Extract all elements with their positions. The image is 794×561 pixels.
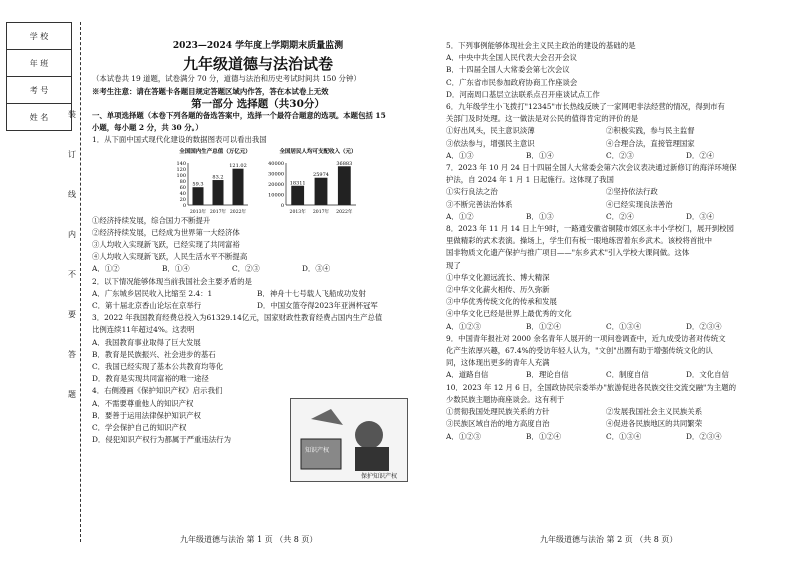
q6-choice-b[interactable]: B．①④ (526, 150, 554, 160)
q8-choice-d[interactable]: D．②③④ (686, 321, 722, 331)
q8-option-4: ④中华文化已经是世界上最优秀的文化 (446, 309, 572, 319)
q5-choice-d[interactable]: D．河南周口基层立法联系点召开座谈试点工作 (446, 89, 600, 99)
q10-option-3: ③民族区域自治的地方高度自治 (446, 419, 550, 429)
q9-stem-line1: 9．中国青年报社对 2000 余名青年人展开的一项问卷调查中，近九成受访者对传统文 (446, 333, 726, 343)
q7-option-4: ④已经实现良法善治 (606, 199, 673, 209)
left-page (92, 40, 424, 446)
cartoon-drawing-icon (291, 399, 407, 481)
binding-note: 装 订 线 内 不 要 答 题 (68, 110, 76, 399)
q7-choice-b[interactable]: B．①③ (526, 211, 554, 221)
q6-stem-line1: 6．九年级学生小飞拨打"12345"市长热线反映了一家网吧非法经营的情况，得到市有 (446, 102, 725, 112)
q10-choice-b[interactable]: B．①②④ (526, 431, 561, 441)
income-bar (315, 177, 328, 204)
q2-choice-c[interactable]: C．第十届北京香山论坛在京举行 (92, 301, 202, 311)
q10-stem-line2: 少数民族主题协商座谈会。这有利于 (446, 394, 565, 404)
cartoon-label: 保护知识产权 (361, 473, 398, 480)
q7-stem-line1: 7．2023 年 10 月 24 日十四届全国人大常委会第六次会议表决通过新修订的海洋环境保 (446, 163, 737, 173)
q8-choice-b[interactable]: B．①②④ (526, 321, 561, 331)
instruction-line-1: 一、单项选择题（本卷下列各题的备选答案中，选择一个最符合题意的选项。本题包括 15 (92, 111, 386, 121)
q8-option-1: ①中华文化源远流长、博大精深 (446, 272, 550, 282)
income-y-tick-label: 20000 (268, 181, 284, 188)
q8-option-2: ②中华文化薪火相传、历久弥新 (446, 285, 550, 295)
q6-options-row1 (446, 125, 786, 137)
gdp-y-tick-label: 40 (179, 190, 186, 197)
q9-choice-b[interactable]: B．理论自信 (526, 370, 569, 380)
right-page (446, 40, 786, 443)
gdp-x-tick-label: 2017年 (209, 209, 227, 215)
q6-option-4: ④合理合法，直接管理国家 (606, 138, 695, 148)
income-bar (338, 166, 351, 205)
income-x-tick-label: 2022年 (336, 209, 353, 215)
class-field-label: 年 班 (7, 50, 72, 77)
q4-stem: 4．右侧漫画《保护知识产权》启示我们 (92, 386, 223, 396)
q3-choice-d[interactable]: D．教育是实现共同富裕的唯一途径 (92, 374, 209, 384)
income-x-tick-label: 2017年 (312, 209, 330, 215)
gdp-x-tick-label: 2022年 (229, 209, 247, 215)
right-page-footer: 九年级道德与法治 第 2 页 （共 8 页） (540, 535, 678, 544)
q9-choice-d[interactable]: D．文化自信 (686, 370, 729, 380)
q5-choice-b[interactable]: B．十四届全国人大常委会第七次会议 (446, 65, 570, 75)
exam-warning: ※考生注意：请在答题卡各题目规定答题区域内作答，答在本试卷上无效 (92, 86, 329, 96)
income-data-label: 36883 (336, 160, 353, 167)
q7-choices (446, 211, 786, 223)
income-data-label: 25974 (313, 171, 329, 178)
q9-choice-c[interactable]: C．制度自信 (606, 370, 649, 380)
q10-options-row1 (446, 406, 786, 418)
q8-stem-line4: 现了 (446, 260, 461, 270)
q5-choice-a[interactable]: A．中央中共全国人民代表大会召开会议 (446, 53, 577, 63)
q2-choice-b[interactable]: B．神舟十七号载人飞船成功发射 (257, 288, 366, 298)
q9-choice-a[interactable]: A．道路自信 (446, 370, 489, 380)
q1-option-3: ③人均收入实现新飞跃，已经实现了共同富裕 (92, 240, 240, 250)
gdp-data-label: 59.3 (192, 181, 204, 188)
q7-option-2: ②坚持依法行政 (606, 187, 658, 197)
income-y-tick-label: 0 (280, 202, 284, 209)
gdp-x-tick-label: 2013年 (189, 209, 207, 215)
q7-stem-line2: 护法，自 2024 年 1 月 1 日起施行。这体现了我国 (446, 175, 614, 185)
q8-option-3: ③中华优秀传统文化的传承和发展 (446, 297, 557, 307)
q4-choice-c[interactable]: C．学会保护自己的知识产权 (92, 423, 187, 433)
q4-choice-b[interactable]: B．要善于运用法律保护知识产权 (92, 410, 201, 420)
q1-option-4: ④人均收入实现新飞跃，人民生活水平不断提高 (92, 252, 248, 262)
q6-stem-line2: 关部门及时处理。这一做法是对公民的值得肯定的评价的是 (446, 114, 639, 124)
q8-choice-c[interactable]: C．①③④ (606, 321, 642, 331)
q6-option-3: ③依法参与，增强民主意识 (446, 138, 535, 148)
q6-option-2: ②积极实践，参与民主监督 (606, 126, 695, 136)
ip-protection-cartoon (290, 398, 408, 482)
q2-choice-d[interactable]: D．中国女篮夺得2023年亚洲杯冠军 (257, 301, 378, 311)
q6-choice-c[interactable]: C．②③ (606, 150, 634, 160)
q1-choices (92, 263, 424, 275)
income-chart-title: 全国居民人均可支配收入（元） (279, 148, 357, 155)
gdp-y-tick-label: 120 (176, 166, 186, 173)
q4-choice-d[interactable]: D．侵犯知识产权行为都属于严重违法行为 (92, 435, 231, 445)
q10-options-row2 (446, 418, 786, 430)
q3-stem-line2: 比例连续11年超过4%。这表明 (92, 325, 195, 335)
student-info-table (6, 22, 72, 131)
income-bar (291, 185, 304, 204)
q2-choices-row1 (92, 288, 424, 300)
q7-options-row2 (446, 199, 786, 211)
q7-choice-c[interactable]: C．②④ (606, 211, 634, 221)
exam-session-title: 2023—2024 学年度上学期期末质量监测 (172, 41, 344, 51)
q5-choice-c[interactable]: C．广东省市民参加政府协商工作座谈会 (446, 77, 578, 87)
q7-choice-a[interactable]: A．①② (446, 211, 474, 221)
gdp-y-tick-label: 140 (176, 160, 186, 167)
q1-charts (92, 147, 424, 215)
gdp-y-tick-label: 20 (179, 196, 186, 203)
q10-choice-d[interactable]: D．②③④ (686, 431, 722, 441)
left-page-footer: 九年级道德与法治 第 1 页 （共 8 页） (180, 535, 318, 544)
q10-option-4: ④促进各民族地区的共同繁荣 (606, 419, 703, 429)
q6-option-1: ①好出风头，民主意识淡薄 (446, 126, 535, 136)
instruction-line-2: 小题，每小题 2 分，共 30 分。） (92, 123, 203, 133)
exam-number-field-label: 考 号 (7, 77, 72, 104)
gdp-y-tick-label: 60 (179, 184, 186, 191)
q2-choice-a[interactable]: A．广东城乡居民收入比缩至 2.4：1 (92, 288, 213, 298)
gdp-y-tick-label: 80 (179, 178, 186, 185)
gdp-data-label: 83.2 (212, 174, 224, 181)
q1-choice-d[interactable]: D．③④ (302, 264, 331, 274)
q10-choice-c[interactable]: C．①③④ (606, 431, 642, 441)
q6-choice-d[interactable]: D．②④ (686, 150, 715, 160)
gdp-chart-title: 全国国内生产总值（万亿元） (179, 148, 251, 155)
q3-choice-a[interactable]: A．我国教育事业取得了巨大发展 (92, 337, 201, 347)
gdp-y-tick-label: 0 (182, 202, 186, 209)
q10-option-2: ②发展我国社会主义民族关系 (606, 407, 703, 417)
q10-choices (446, 431, 786, 443)
q3-choice-c[interactable]: C．我国已经实现了基本公共教育均等化 (92, 362, 224, 372)
q10-option-1: ①贯彻我国处理民族关系的方针 (446, 407, 550, 417)
q4-choice-a[interactable]: A．不需要尊重他人的知识产权 (92, 398, 194, 408)
q7-choice-d[interactable]: D．③④ (686, 211, 715, 221)
income-y-tick-label: 40000 (268, 160, 284, 167)
cartoon-caption: 知识产权 (305, 447, 330, 454)
gdp-chart (162, 147, 252, 215)
q1-stem: 1．从下面中国式现代化建设的数据图表可以看出我国 (92, 135, 267, 145)
q6-options-row2 (446, 138, 786, 150)
q8-choice-a[interactable]: A．①②③ (446, 321, 481, 331)
q9-stem-line3: 同，这体现出更多的青年人充满 (446, 358, 550, 368)
income-y-tick-label: 10000 (268, 192, 284, 199)
q7-options-row1 (446, 186, 786, 198)
q2-stem: 2．以下情况能够体现当前我国社会主要矛盾的是 (92, 276, 252, 286)
income-chart (260, 147, 360, 215)
q8-stem-line3: 国非物质文化遗产保护与推广项目——"东乡武术"引入学校大课间做。这体 (446, 248, 690, 258)
name-field-label: 姓 名 (7, 104, 72, 131)
gdp-bar (213, 180, 224, 205)
income-x-tick-label: 2013年 (289, 209, 306, 215)
q8-stem-line1: 8．2023 年 11 月 14 日上午9时，一路通安徽省铜陵市郊区永丰小学校门，展开到校园 (446, 224, 734, 234)
q9-choices (446, 369, 786, 381)
q3-stem-line1: 3．2022 年我国教育经费总投入为61329.14亿元，国家财政性教育经费占国内生产总值 (92, 313, 383, 323)
q7-option-3: ③不断完善法治体系 (446, 199, 513, 209)
income-data-label: 18311 (289, 179, 306, 186)
q7-option-1: ①实行良法之治 (446, 187, 498, 197)
q5-stem: 5．下列事例能够体现社会主义民主政治的建设的基础的是 (446, 41, 636, 50)
gdp-bar (193, 187, 204, 205)
school-field-label: 学 校 (7, 23, 72, 50)
q1-option-2: ②经济持续发展，已经成为世界第一大经济体 (92, 227, 240, 237)
q1-choice-b[interactable]: B．①④ (162, 264, 190, 274)
q9-stem-line2: 化产生浓厚兴趣，67.4%的受访年轻人认为，"文创"出圈有助于增强传统文化的认 (446, 346, 713, 356)
gdp-bar (233, 168, 244, 204)
q10-stem-line1: 10．2023 年 12 月 6 日，全国政协民宗委举办"旅游促进各民族交往交流交融"为主题的 (446, 382, 736, 392)
q2-choices-row2 (92, 300, 424, 312)
q6-choice-a[interactable]: A．①③ (446, 150, 474, 160)
income-y-tick-label: 30000 (268, 171, 284, 178)
binding-line (80, 22, 81, 542)
gdp-data-label: 121.02 (229, 162, 247, 169)
q6-choices (446, 150, 786, 162)
q1-option-1: ①经济持续发展，综合国力不断提升 (92, 215, 211, 225)
part-title: 第一部分 选择题（共30分） (191, 97, 325, 110)
paper-title: 九年级道德与法治试卷 (182, 55, 333, 74)
q3-choice-b[interactable]: B．教育是民族振兴、社会进步的基石 (92, 349, 216, 359)
q10-choice-a[interactable]: A．①②③ (446, 431, 481, 441)
q8-stem-line2: 里做精彩的武术表演。操场上，学生们有板一眼地练習着东乡武术。该校将首批中 (446, 236, 713, 246)
q8-choices (446, 321, 786, 333)
gdp-y-tick-label: 100 (176, 172, 186, 179)
q1-choice-c[interactable]: C．②③ (232, 264, 260, 274)
exam-note: （本试卷共 19 道题，试卷满分 70 分，道德与法治和历史考试时间共 150 分钟） (92, 74, 361, 84)
q1-choice-a[interactable]: A．①② (92, 264, 120, 274)
